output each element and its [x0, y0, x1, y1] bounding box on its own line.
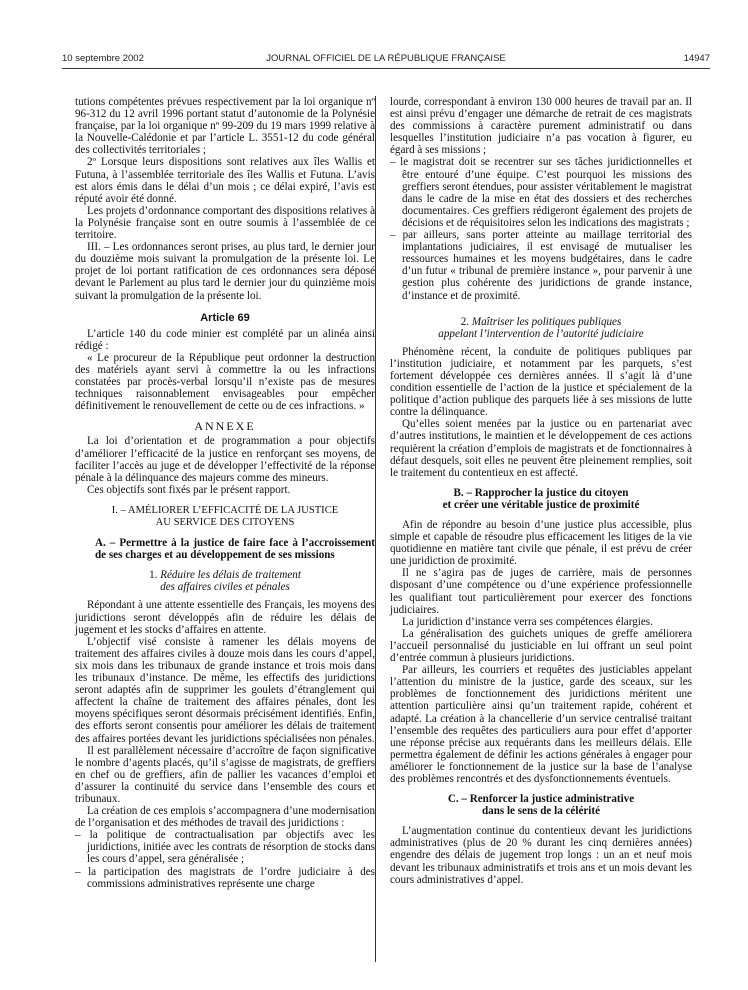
paragraph: Afin de répondre au besoin d’une justice plus accessible, plus simple et capable de résoudre plus efficacement les litiges de la vie quotidienne en matière tant civile que pénale, il est prévu de créer une juridiction de proximité. [390, 519, 692, 568]
subsection-heading [390, 487, 692, 511]
paragraph: « Le procureur de la République peut ordonner la destruction des matériels ayant servi à commettre la ou les infractions constatées par procès-verbal lorsqu’il n’existe pas de mesures techniques raisonnablement envisageables pour empêcher définitivement le renouvellement de cette ou de ces infractions. » [75, 351, 375, 413]
subsection-heading [390, 793, 692, 817]
subsection-heading-line: C. – Renforcer la justice administrative [447, 793, 635, 806]
right-column [390, 96, 692, 886]
paragraph: L’article 140 du code minier est complété par un alinéa ainsi rédigé : [75, 327, 375, 352]
paragraph: lourde, correspondant à environ 130 000 heures de travail par an. Il est ainsi prévu d’engager une démarche de retrait de ces magistrats des commissions à caractère purement administratif ou dans lesquelles l’institution judiciaire n’a pas vocation à figurer, eu égard à ses missions ; [390, 96, 692, 157]
bullet-list [75, 829, 375, 889]
header-date: 10 septembre 2002 [62, 53, 144, 64]
list-item: – par ailleurs, sans porter atteinte au maillage territorial des implantations judiciaires, il est envisagé de mutualiser les ressources humaines et les moyens budgétaires, dans le cadre d’un futur « tribunal de première instance », pour parvenir à une gestion plus cohérente des juridictions de grande instance, d’instance et de proximité. [390, 229, 692, 302]
annexe-title: ANNEXE [194, 419, 256, 434]
paragraph: Phénomène récent, la conduite de politiques publiques par l’institution judiciaire, et notamment par les parquets, s’est fortement développée ces dernières années. Il s’agit là d’une condition essentielle de l’action de la justice et spécialement de la politique d’action publique des parquets liée à ses missions de lutte contre la délinquance. [390, 345, 692, 419]
subheading-number: 1. [149, 569, 158, 582]
paragraph: Répondant à une attente essentielle des Français, les moyens des juridictions seront développés afin de réduire les délais de jugement et les stocks d’affaires en attente. [75, 599, 375, 636]
paragraph: Qu’elles soient menées par la justice ou en partenariat avec d’autres institutions, le maintien et le développement de ces actions requièrent la création d’emplois de magistrats et de fonctionnaires à défaut desquels, soit elles ne peuvent être pleinement remplies, soit le traitement du contentieux en est affecté. [390, 418, 692, 479]
paragraph: Les projets d’ordonnance comportant des dispositions relatives à la Polynésie française sont en outre soumis à l’assemblée de ce territoire. [75, 204, 375, 242]
paragraph: L’objectif visé consiste à ramener les délais moyens de traitement des affaires civiles à douze mois dans les cours d’appel, six mois dans les tribunaux de grande instance et trois mois dans les tribunaux d’instance. De même, les effectifs des juridictions seront adaptés afin de supprimer les goulets d’étranglement qui affectent la chaîne de traitement des affaires pénales, dont les moyens spécifiques seront désormais précisément identifiés. Enfin, des efforts seront consentis pour améliorer les délais de traitement des affaires portées devant les juridictions spécialisées non pénales. [75, 635, 375, 745]
paragraph: Ces objectifs sont fixés par le présent rapport. [87, 483, 291, 496]
paragraph: Il ne s’agira pas de juges de carrière, mais de personnes disposant d’une compétence ou d’une expérience professionnelle les qualifiant tout particulièrement pour exercer des fonctions judiciaires. [390, 567, 692, 616]
paragraph: 2º Lorsque leurs dispositions sont relatives aux îles Wallis et Futuna, à l’assemblée territoriale des îles Wallis et Futuna. L’avis est alors émis dans le délai d’un mois ; ce délai expiré, l’avis est réputé avoir été donné. [75, 156, 375, 205]
paragraph: Par ailleurs, les courriers et requêtes des justiciables appelant l’attention du ministre de la justice, garde des sceaux, sur les problèmes de fonctionnement des juridictions méritent une attention particulière ainsi qu’un traitement rapide, cohérent et adapté. La création à la chancellerie d’un service centralisé traitant l’ensemble des requêtes des particuliers aura pour effet d’apporter une réponse précise aux requérants dans les meilleurs délais. Elle permettra également de définir les actions générales à engager pour améliorer le fonctionnement de la justice sur la base de l’analyse des problèmes rencontrés et des dysfonctionnements éventuels. [390, 664, 692, 785]
subheading-line: Maîtriser les politiques publiques [471, 315, 622, 328]
subheading [390, 316, 692, 340]
subheading-number: 2. [460, 315, 470, 328]
paragraph: La création de ces emplois s’accompagnera d’une modernisation de l’organisation et des méthodes de travail des juridictions : [75, 805, 375, 830]
article-title: Article 69 [200, 311, 250, 324]
paragraph: Il est parallèlement nécessaire d’accroître de façon significative le nombre d’agents placés, qu’il s’agisse de magistrats, de greffiers en chef ou de greffiers, afin de pallier les vacances d’emploi et d’assurer la continuité du service dans l’ensemble des cours et tribunaux. [75, 744, 375, 805]
subheading-line: Réduire les délais de traitement [160, 569, 301, 582]
subsection-heading-line: et créer une véritable justice de proximité [442, 498, 640, 511]
page-header [62, 53, 710, 67]
header-page-number: 14947 [683, 53, 710, 64]
paragraph: La juridiction d’instance verra ses compétences élargies. [402, 615, 653, 628]
subsection-heading-line: B. – Rapprocher la justice du citoyen [453, 486, 629, 499]
paragraph: III. – Les ordonnances seront prises, au plus tard, le dernier jour du douzième mois suivant la promulgation de la présente loi. Le projet de loi portant ratification de ces ordonnances sera déposé devant le Parlement au plus tard le dernier jour du quinzième mois suivant la promulgation de la présente loi. [75, 241, 375, 302]
subsection-heading-line: dans le sens de la célérité [481, 805, 600, 818]
section-heading-line: I. – AMÉLIORER L’EFFICACITÉ DE LA JUSTICE [111, 504, 339, 516]
subheading-line: appelant l’intervention de l’autorité judiciaire [438, 327, 644, 340]
paragraph: L’augmentation continue du contentieux devant les juridictions administratives (plus de 20 % durant les cinq dernières années) engendre des délais de jugement trop longs : un an et neuf mois devant les tribunaux administratifs et trois ans et un mois devant les cours administratives d’appel. [390, 825, 692, 886]
column-divider [375, 96, 376, 962]
list-item: – la participation des magistrats de l’ordre judiciaire à des commissions administratives représente une charge [75, 865, 375, 890]
left-column [75, 96, 375, 890]
section-heading-line: AU SERVICE DES CITOYENS [155, 517, 295, 528]
list-item: – le magistrat doit se recentrer sur ses tâches juridictionnelles et être entouré d’une équipe. C’est pourquoi les missions des greffiers seront étendues, pour assister véritablement le magistrat dans le cadre de la mise en état des dossiers et des recherches documentaires. Ces greffiers rédigeront également des projets de décisions et de réquisitoires selon les indications des magistrats ; [390, 156, 692, 229]
subsection-heading: A. – Permettre à la justice de faire face à l’accroissement de ses charges et au développement de ses missions [95, 537, 375, 562]
header-title: JOURNAL OFFICIEL DE LA RÉPUBLIQUE FRANÇAISE [266, 53, 506, 64]
bullet-list [390, 156, 692, 301]
subheading [75, 569, 375, 593]
subheading-line: des affaires civiles et pénales [160, 581, 290, 594]
section-heading [75, 505, 375, 529]
paragraph: La généralisation des guichets uniques de greffe améliorera l’accueil personnalisé du justiciable en lui offrant un seul point d’entrée commun à plusieurs juridictions. [390, 627, 692, 665]
list-item: – la politique de contractualisation par objectifs avec les juridictions, initiée avec les contrats de résorption de stocks dans les cours d’appel, sera généralisée ; [75, 829, 375, 866]
paragraph: La loi d’orientation et de programmation a pour objectifs d’améliorer l’efficacité de la justice en renforçant ses moyens, de faciliter l’accès au juge et de développer l’effectivité de la réponse pénale à la délinquance des majeurs comme des mineurs. [75, 435, 375, 484]
paragraph: tutions compétentes prévues respectivement par la loi organique nº 96-312 du 12 avril 1996 portant statut d’autonomie de la Polynésie française, par la loi organique nº 99-209 du 19 mars 1999 relative à la Nouvelle-Calédonie et par l’article L. 3551-12 du code général des collectivités territoriales ; [75, 96, 375, 157]
header-rule [62, 68, 710, 69]
